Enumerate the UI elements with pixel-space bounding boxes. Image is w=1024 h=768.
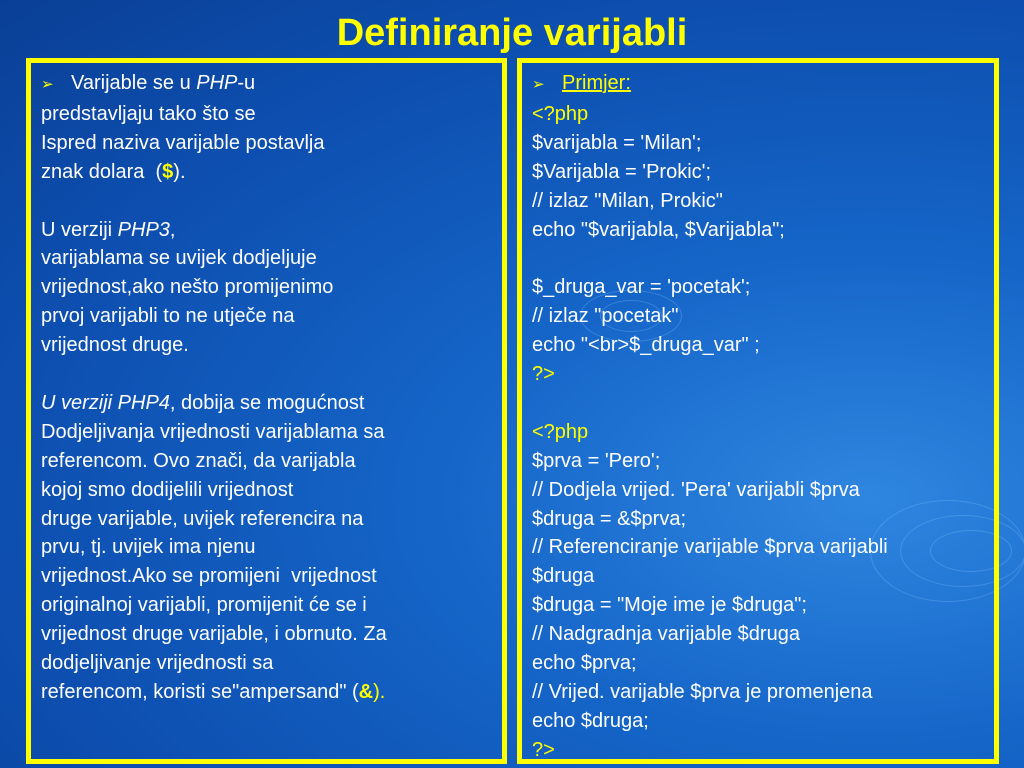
arrow-bullet-icon: ➢ [41, 76, 54, 93]
code-line: echo "$varijabla, $Varijabla"; [532, 218, 785, 241]
text-line: vrijednost,ako nešto promijenimo [41, 276, 334, 299]
text-line: kojoj smo dodijelili vrijednost [41, 478, 294, 501]
code-line: echo $druga; [532, 709, 649, 732]
text-line: U verziji PHP4, dobija se mogućnost [41, 391, 365, 414]
text-line: vrijednost.Ako se promijeni vrijednost [41, 565, 377, 588]
spacer [41, 187, 494, 216]
text-line: Dodjeljivanja vrijednosti varijablama sa [41, 420, 385, 443]
bullet-line: ➢ Varijable se u PHP-u [41, 69, 494, 100]
example-heading: ➢ Primjer: [532, 69, 988, 100]
php-close-tag: ?> [532, 738, 555, 761]
spacer [41, 360, 494, 389]
arrow-bullet-icon: ➢ [532, 76, 545, 93]
php-close-tag: ?> [532, 363, 555, 386]
code-line: // izlaz "pocetak" [532, 305, 679, 328]
text-line: vrijednost druge. [41, 334, 189, 357]
php-open-tag: <?php [532, 420, 589, 443]
text-line: druge varijable, uvijek referencira na [41, 507, 364, 530]
text-line: vrijednost druge varijable, i obrnuto. Za [41, 623, 387, 646]
right-code-panel [517, 58, 999, 764]
text-line: Ispred naziva varijable postavlja [41, 131, 325, 154]
code-line: echo "<br>$_druga_var" ; [532, 334, 760, 357]
text-line: dodjeljivanje vrijednosti sa [41, 652, 274, 675]
spacer [532, 244, 988, 273]
code-line: $varijabla = 'Milan'; [532, 131, 702, 154]
code-line: // izlaz "Milan, Prokic" [532, 189, 723, 212]
text-line: predstavljaju tako što se [41, 102, 256, 125]
text-line: referencom. Ovo znači, da varijabla [41, 449, 356, 472]
text-line: varijablama se uvijek dodjeljuje [41, 247, 317, 270]
code-line: // Referenciranje varijable $prva varijabli [532, 536, 888, 559]
text-line: prvu, tj. uvijek ima njenu [41, 536, 256, 559]
text-line: referencom, koristi se"ampersand" (&). [41, 681, 386, 703]
code-line: $_druga_var = 'pocetak'; [532, 276, 751, 299]
left-text-panel [26, 58, 507, 764]
code-line: // Vrijed. varijable $prva je promenjena [532, 681, 873, 703]
text-line: prvoj varijabli to ne utječe na [41, 305, 295, 328]
code-line: $prva = 'Pero'; [532, 449, 661, 472]
slide-title: Definiranje varijabli [336, 12, 688, 54]
code-line: // Dodjela vrijed. 'Pera' varijabli $prva [532, 478, 860, 501]
code-line: $druga = "Moje ime je $druga"; [532, 594, 807, 617]
text-line: originalnoj varijabli, promijenit će se i [41, 594, 367, 617]
code-line: $druga = &$prva; [532, 507, 686, 530]
spacer [532, 389, 988, 418]
code-line: $druga [532, 565, 595, 588]
text-line: znak dolara ($). [41, 160, 186, 183]
code-line: // Nadgradnja varijable $druga [532, 623, 800, 646]
php-open-tag: <?php [532, 102, 589, 125]
code-line: $Varijabla = 'Prokic'; [532, 160, 712, 183]
text-line: U verziji PHP3, [41, 218, 176, 241]
code-line: echo $prva; [532, 652, 637, 675]
